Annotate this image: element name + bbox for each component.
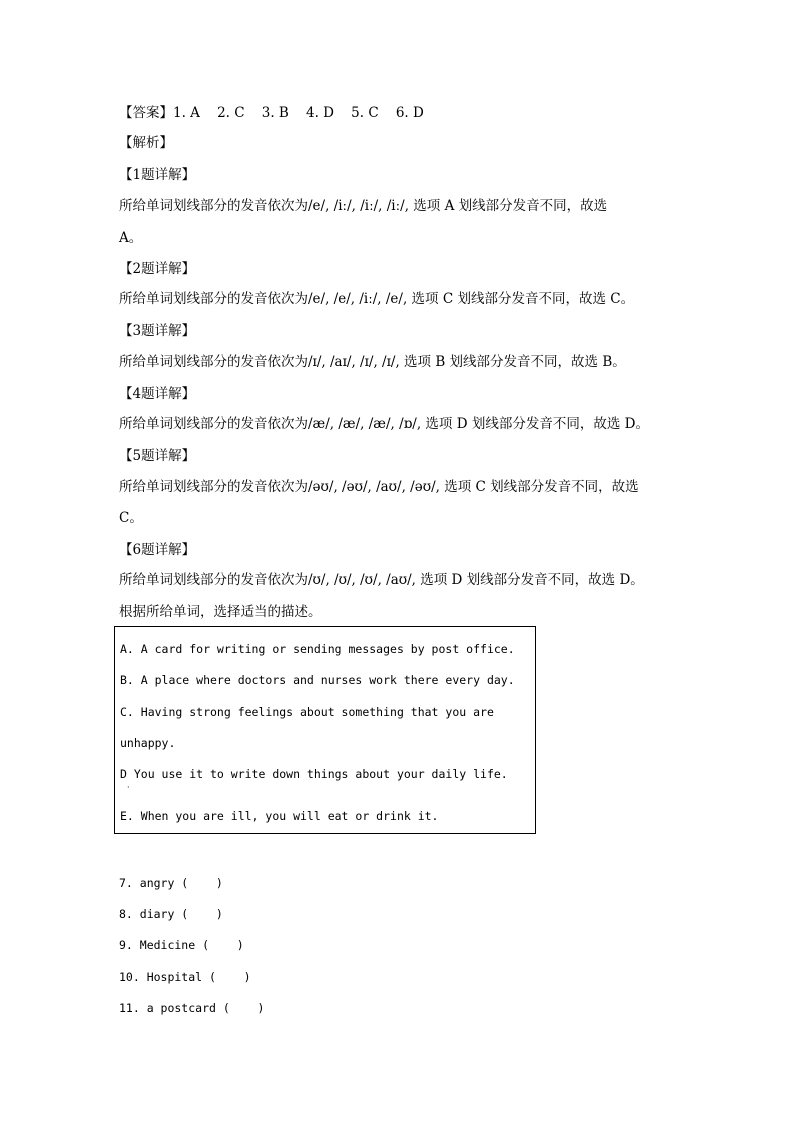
option-c: C. Having strong feelings about something that you are xyxy=(120,705,494,719)
explanation-2-text: 所给单词划线部分的发音依次为/e/, /e/, /iː/, /e/, 选项 C 划线部分发音不同，故选 C。 xyxy=(119,291,635,307)
answer-key-values: 1. A 2. C 3. B 4. D 5. C 6. D xyxy=(173,105,424,121)
explanation-6-text: 所给单词划线部分的发音依次为/ʊ/, /ʊ/, /ʊ/, /aʊ/, 选项 D 划线部分发音不同，故选 D。 xyxy=(119,572,644,588)
explanation-6-heading: 【6题详解】 xyxy=(119,542,196,558)
explanation-4-text: 所给单词划线部分的发音依次为/æ/, /æ/, /æ/, /ɒ/, 选项 D 划线部分发音不同，故选 D。 xyxy=(119,416,649,432)
explanation-2-heading: 【2题详解】 xyxy=(119,261,196,277)
options-box xyxy=(114,626,536,834)
explanation-4-heading: 【4题详解】 xyxy=(119,386,196,402)
option-e: E. When you are ill, you will eat or drink it. xyxy=(120,809,439,823)
option-d: D You use it to write down things about your daily life. xyxy=(120,767,508,781)
question-10: 10. Hospital ( ) xyxy=(119,970,251,984)
question-7: 7. angry ( ) xyxy=(119,876,223,890)
explanation-5-heading: 【5题详解】 xyxy=(119,448,196,464)
option-b: B. A place where doctors and nurses work there every day. xyxy=(120,673,515,687)
question-9: 9. Medicine ( ) xyxy=(119,938,244,952)
explanation-3-heading: 【3题详解】 xyxy=(119,323,196,339)
stray-mark: · xyxy=(127,783,130,792)
explanation-1-text-cont: A。 xyxy=(119,230,143,246)
explanation-3-text: 所给单词划线部分的发音依次为/ɪ/, /aɪ/, /ɪ/, /ɪ/, 选项 B 划线部分发音不同，故选 B。 xyxy=(119,354,626,370)
explanation-1-text: 所给单词划线部分的发音依次为/e/, /iː/, /iː/, /iː/, 选项 A 划线部分发音不同，故选 xyxy=(119,198,608,214)
explanation-5-text: 所给单词划线部分的发音依次为/əʊ/, /əʊ/, /aʊ/, /əʊ/, 选项 C 划线部分发音不同，故选 xyxy=(119,479,639,495)
option-c-cont: unhappy. xyxy=(120,736,176,750)
analysis-heading: 【解析】 xyxy=(119,135,173,151)
explanation-5-text-cont: C。 xyxy=(119,510,143,526)
option-a: A. A card for writing or sending messages by post office. xyxy=(120,642,515,656)
question-11: 11. a postcard ( ) xyxy=(119,1001,265,1015)
answer-key-label: 【答案】 xyxy=(119,105,173,121)
question-8: 8. diary ( ) xyxy=(119,907,223,921)
explanation-1-heading: 【1题详解】 xyxy=(119,167,196,183)
instruction-text: 根据所给单词，选择适当的描述。 xyxy=(119,604,322,620)
answer-key-line xyxy=(119,104,424,122)
